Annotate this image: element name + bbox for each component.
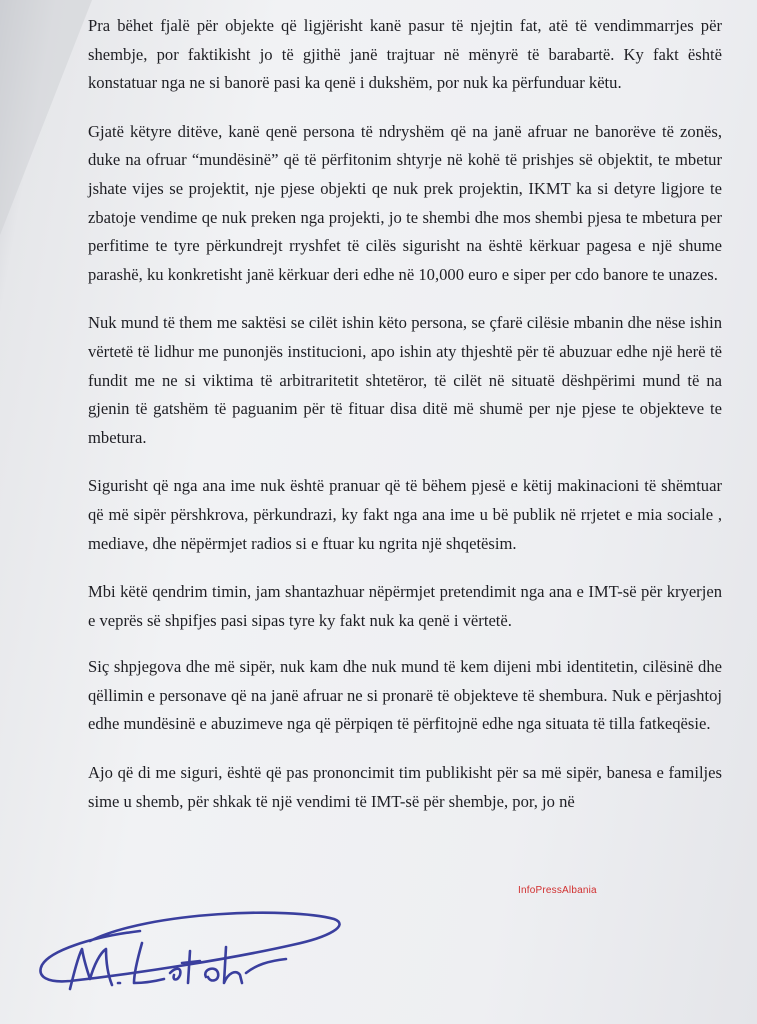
paragraph-5: Mbi këtë qendrim timin, jam shantazhuar nëpërmjet pretendimit nga ana e IMT-së për kryerjen e veprës së shpifjes pasi sipas tyre ky fakt nuk ka qenë i vërtetë. <box>88 582 722 630</box>
paragraph-3: Nuk mund të them me saktësi se cilët ishin këto persona, se çfarë cilësie mbanin dhe nëse ishin vërtetë të lidhur me punonjës institucioni, apo ishin aty thjeshtë për të abuzuar edhe një herë të fundit me ne si viktima të arbitraritetit shtetëror, të cilët në situatë dëshpërimi mund të na gjenin të gatshëm të paguanim për të fituar disa ditë më shumë per nje pjese te objekteve te mbetura. <box>88 313 722 447</box>
paragraph-2: Gjatë këtyre ditëve, kanë qenë persona të ndryshëm që na janë afruar ne banorëve të zonës, duke na ofruar “mundësinë” që të përfitonim shtyrje në kohë të prishjes së objektit, te mbetur jshate vijes se projektit, nje pjese objekti qe nuk prek projektin, IKMT ka si detyre ligjore te zbatoje vendime qe nuk preken nga projekti, jo te shembi dhe mos shembi pjesa te mbetura per perfitime te tyre përkundrejt rryshfet të cilës sigurisht na është kërkuar pagesa e një shume parashë, ku konkretisht janë kërkuar deri edhe në 10,000 euro e siper per cdo banore te unazes. <box>88 121 722 284</box>
page-fold-shadow <box>0 0 92 235</box>
letter-body <box>88 12 722 836</box>
handwritten-signature <box>30 903 350 1003</box>
paragraph-7: Ajo që di me siguri, është që pas prononcimit tim publikisht për sa më sipër, banesa e familjes sime u shemb, për shkak të një vendimi të IMT-së për shembje, por, jo në <box>88 763 722 811</box>
paragraph-4: Sigurisht që nga ana ime nuk është pranuar që të bëhem pjesë e këtij makinacioni të shëmtuar që më sipër përshkrova, përkundrazi, ky fakt nga ana ime u bë publik në rrjetet e mia sociale , mediave, dhe nëpërmjet radios si e ftuar ku ngrita një shqetësim. <box>88 476 722 553</box>
paragraph-1: Pra bëhet fjalë për objekte që ligjërisht kanë pasur të njejtin fat, atë të vendimmarrjes për shembje, por faktikisht jo të gjithë janë trajtuar në mënyrë të barabartë. Ky fakt është konstatuar nga ne si banorë pasi ka qenë i dukshëm, por nuk ka përfunduar këtu. <box>88 16 722 93</box>
paragraph-6: Siç shpjegova dhe më sipër, nuk kam dhe nuk mund të kem dijeni mbi identitetin, cilësinë dhe qëllimin e personave që na janë afruar ne si pronarë të objekteve të shembura. Nuk e përjashtoj edhe mundësinë e abuzimeve nga që përpiqen të përfitojnë edhe nga situata të tilla fatkeqësie. <box>88 657 722 734</box>
watermark-label: InfoPressAlbania <box>518 885 597 896</box>
